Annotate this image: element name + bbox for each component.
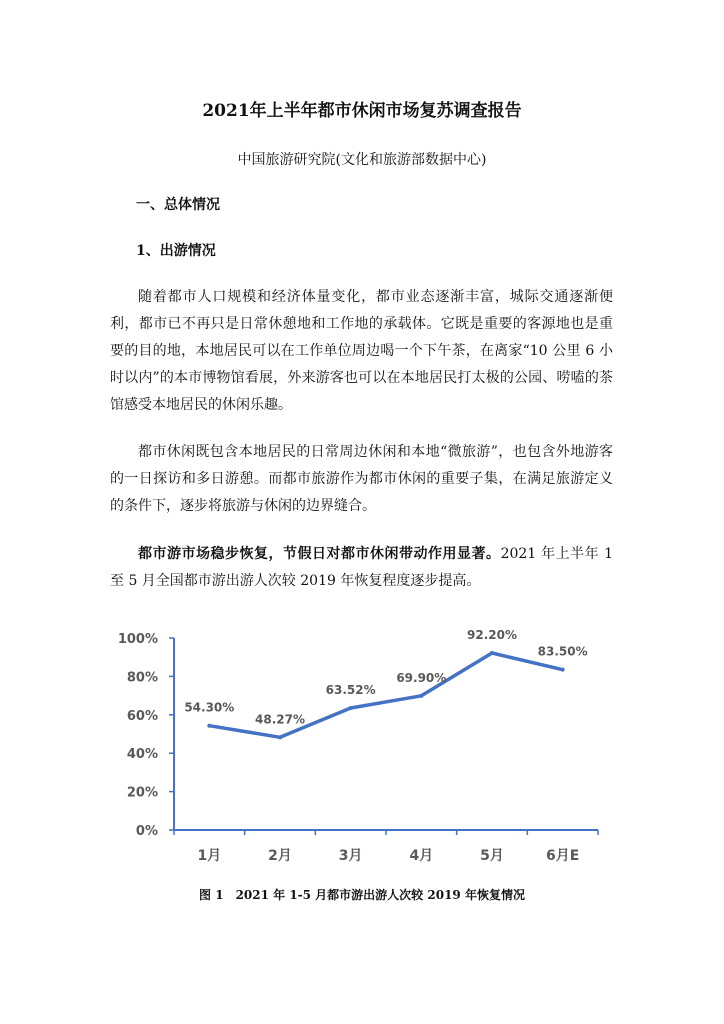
data-point xyxy=(278,735,282,739)
data-point xyxy=(490,651,494,655)
y-tick-label: 100% xyxy=(117,632,158,647)
paragraph-3-rest: 2021 年上半年 1 至 5 月全国都市游出游人次较 2019 年恢复程度逐步提高。 xyxy=(110,546,614,589)
y-tick-label: 20% xyxy=(126,785,158,801)
paragraph-3 xyxy=(110,541,613,595)
figure-caption: 图 1 2021 年 1-5 月都市游出游人次较 2019 年恢复情况 xyxy=(199,888,525,902)
document-subtitle: 中国旅游研究院(文化和旅游部数据中心) xyxy=(237,152,487,168)
paragraph-2: 都市休闲既包含本地居民的日常周边休闲和本地“微旅游”，也包含外地游客的一日探访和多日游憩。而都市旅游作为都市休闲的重要子集，在满足旅游定义的条件下，逐步将旅游与休闲的边界缝合。 xyxy=(110,444,613,514)
document-title: 2021年上半年都市休闲市场复苏调查报告 xyxy=(202,101,522,121)
data-point xyxy=(207,724,211,728)
y-tick-label: 40% xyxy=(126,747,158,763)
data-label: 83.50% xyxy=(537,644,588,659)
data-point xyxy=(419,694,423,698)
data-label: 48.27% xyxy=(255,712,305,727)
y-tick-label: 80% xyxy=(126,670,158,686)
data-label: 54.30% xyxy=(184,700,235,715)
data-point xyxy=(349,706,353,710)
paragraph-3-lead: 都市游市场稳步恢复，节假日对都市休闲带动作用显著。 xyxy=(138,546,501,562)
x-tick-label: 2月 xyxy=(268,848,292,864)
x-tick-label: 3月 xyxy=(338,848,363,864)
y-tick-label: 60% xyxy=(126,708,158,724)
data-label: 69.90% xyxy=(396,670,447,685)
subsection-heading: 1、出游情况 xyxy=(136,243,216,259)
x-tick-label: 5月 xyxy=(480,848,504,864)
data-label: 92.20% xyxy=(467,627,517,642)
paragraph-1: 随着都市人口规模和经济体量变化，都市业态逐渐丰富，城际交通逐渐便利，都市已不再只是日常休憩地和工作地的承载体。它既是重要的客源地也是重要的目的地，本地居民可以在工作单位周边喝一个下午茶，在离家“10 公里 6 小时以内”的本市博物馆看展，外来游客也可以在本地居民打太极的公园、唠嗑的茶馆感受本地居民的休闲乐趣。 xyxy=(110,289,613,413)
x-tick-label: 4月 xyxy=(409,848,434,864)
section-heading: 一、总体情况 xyxy=(136,197,220,213)
data-label: 63.52% xyxy=(325,683,376,698)
x-tick-label: 6月E xyxy=(546,848,580,864)
y-tick-label: 0% xyxy=(135,824,158,839)
recovery-line-chart xyxy=(100,615,620,875)
data-point xyxy=(561,668,565,672)
x-tick-label: 1月 xyxy=(197,848,222,864)
